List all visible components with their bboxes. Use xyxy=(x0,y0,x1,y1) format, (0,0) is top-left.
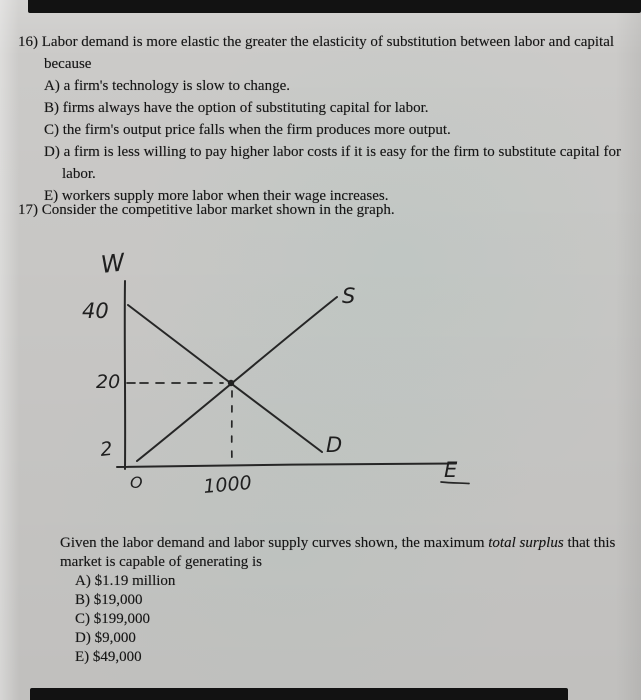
question-17-option-b: B) $19,000 xyxy=(75,592,143,608)
followup-italic-term: total surplus xyxy=(488,535,564,551)
question-16-option-d-line2: labor. xyxy=(62,166,96,182)
origin-label: O xyxy=(130,473,143,492)
question-16-option-e: E) workers supply more labor when their wage increases. xyxy=(44,188,389,204)
question-16-stem xyxy=(18,31,634,75)
x-axis-label: E xyxy=(444,458,458,482)
question-17-stem: 17) Consider the competitive labor market shown in the graph. xyxy=(18,202,395,218)
tick-2-label: 2 xyxy=(99,437,114,461)
followup-line1-pre: Given the labor demand and labor supply curves shown, the maximum xyxy=(60,535,489,551)
x-axis-label-underline xyxy=(441,482,469,484)
scan-artifact-bottom-bar xyxy=(30,688,568,700)
y-axis-label: W xyxy=(99,248,127,279)
equilibrium-point xyxy=(228,380,234,386)
question-17-option-c: C) $199,000 xyxy=(75,611,150,627)
question-16 xyxy=(18,31,634,207)
followup-line2: market is capable of generating is xyxy=(60,554,263,570)
question-17-options xyxy=(60,572,622,667)
question-17-option-a: A) $1.19 million xyxy=(75,573,176,589)
tick-40-label: 40 xyxy=(82,299,109,323)
question-17-followup-block xyxy=(60,534,622,667)
question-16-stem-line2: because xyxy=(44,56,92,72)
followup-line1-post: that this xyxy=(563,535,616,551)
supply-label: S xyxy=(342,284,356,308)
question-17-option-d: D) $9,000 xyxy=(75,630,136,646)
question-16-option-a: A) a firm's technology is slow to change. xyxy=(44,78,290,94)
question-17 xyxy=(18,199,634,221)
question-17-followup xyxy=(60,534,622,572)
x-axis-line xyxy=(117,464,456,468)
scan-artifact-top-bar xyxy=(28,0,641,13)
question-17-option-e: E) $49,000 xyxy=(75,649,142,665)
demand-label: D xyxy=(326,433,343,457)
question-16-options xyxy=(18,75,634,207)
labor-market-graph xyxy=(72,233,502,523)
tick-1000-label: 1000 xyxy=(202,471,253,498)
question-16-option-d-line1: D) a firm is less willing to pay higher labor costs if it is easy for the firm to substitute capital for xyxy=(44,144,621,160)
supply-curve xyxy=(137,297,337,461)
question-16-option-b: B) firms always have the option of substituting capital for labor. xyxy=(44,100,429,116)
demand-curve xyxy=(128,305,322,452)
question-16-option-d xyxy=(44,141,634,185)
tick-20-label: 20 xyxy=(96,371,121,393)
question-16-stem-line1: 16) Labor demand is more elastic the greater the elasticity of substitution between labor and capital xyxy=(18,34,615,50)
question-16-option-c: C) the firm's output price falls when the firm produces more output. xyxy=(44,122,451,138)
